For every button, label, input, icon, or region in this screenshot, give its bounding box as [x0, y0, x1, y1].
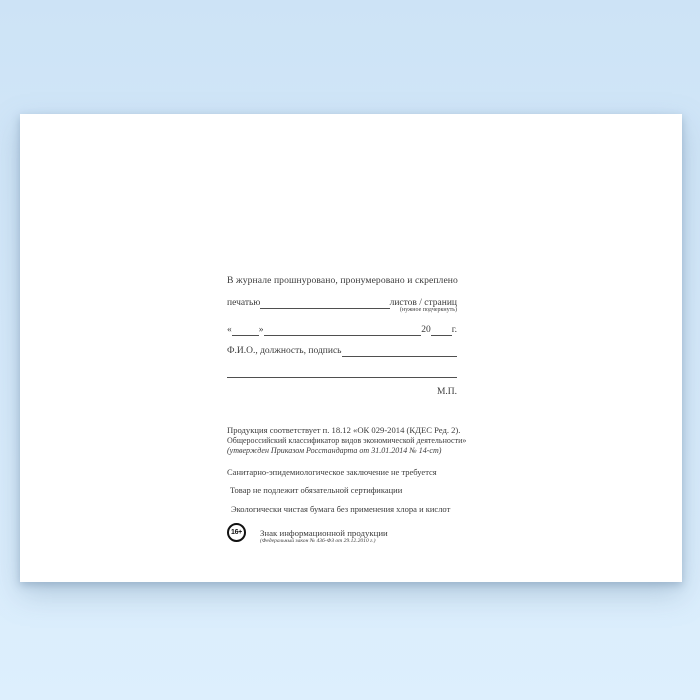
compliance-line-3: (утвержден Приказом Росстандарта от 31.01.2014 № 14-ст): [227, 446, 442, 455]
statement-certification: Товар не подлежит обязательной сертификации: [230, 485, 403, 495]
date-year-blank-line: [431, 325, 452, 336]
age-mark-text: [260, 528, 388, 545]
date-month-blank-line: [264, 325, 422, 336]
compliance-line-2: Общероссийский классификатор видов экономической деятельности»: [227, 435, 467, 445]
extra-blank-row: [227, 366, 457, 378]
stamp-abbr: М.П.: [436, 387, 457, 397]
journal-back-cover-sheet: [20, 114, 682, 582]
date-day-blank-line: [232, 325, 259, 336]
date-year-suffix-label: г.: [451, 325, 457, 335]
underline-note: (нужное подчеркнуть): [400, 307, 457, 313]
compliance-paragraph: [227, 425, 467, 457]
seal-suffix-label: листов / страниц: [389, 298, 457, 308]
signature-blank-line: [342, 346, 458, 357]
date-close-quote: »: [258, 325, 264, 335]
extra-blank-line: [227, 366, 457, 378]
date-open-quote: «: [227, 325, 232, 335]
statement-sanitary: Санитарно-эпидемиологическое заключение не требуется: [227, 467, 437, 477]
certification-title: В журнале прошнуровано, пронумеровано и скреплено: [227, 275, 458, 286]
age-16-badge-icon: 16+: [227, 523, 246, 542]
age-mark-sublabel: (Федеральный закон № 436-ФЗ от 29.12.2010 г.): [260, 538, 376, 544]
seal-prefix-label: печатью: [227, 298, 261, 308]
signature-row: [227, 345, 457, 357]
age-mark-row: [227, 522, 457, 545]
signature-label: Ф.И.О., должность, подпись: [227, 346, 342, 356]
compliance-line-1: Продукция соответствует п. 18.12 «ОК 029-2014 (КДЕС Ред. 2).: [227, 425, 461, 435]
date-century-label: 20: [421, 325, 431, 335]
statement-eco-paper: Экологически чистая бумага без применения хлора и кислот: [231, 504, 451, 514]
age-mark-label: Знак информационной продукции: [260, 528, 388, 538]
date-row: [227, 324, 457, 336]
